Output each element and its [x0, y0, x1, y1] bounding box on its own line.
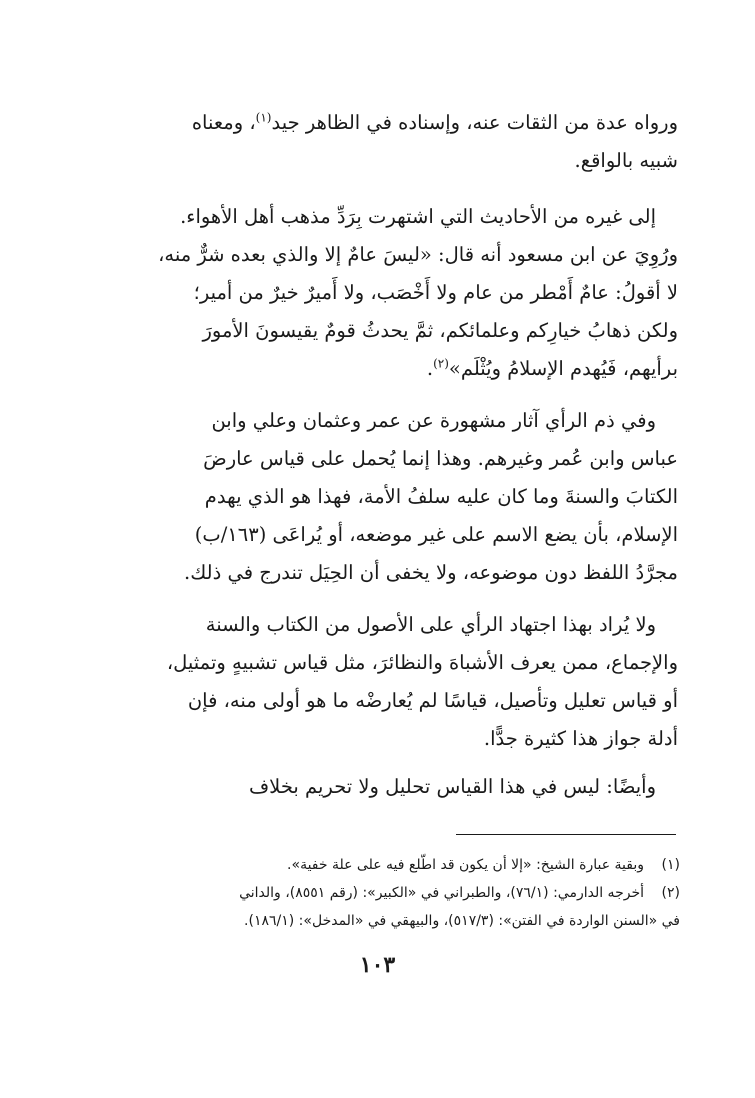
paragraph-line: مجرَّدُ اللفظ دون موضوعه، ولا يخفى أن الحِيَل تندرج في ذلك. — [184, 561, 678, 584]
footnote-1 — [98, 851, 680, 879]
footnotes — [98, 851, 680, 935]
paragraph-line: الكتابَ والسنةَ وما كان عليه سلفُ الأمة، فهذا هو الذي يهدم — [204, 485, 678, 508]
text-run: ، ومعناه — [191, 111, 256, 134]
paragraph-line — [98, 104, 678, 142]
paragraph-line: لا أقولُ: عامٌ أَمْطر من عام ولا أَخْصَب، ولا أَميرٌ خيرٌ من أمير؛ — [193, 281, 678, 304]
paragraph-line: أدلة جواز هذا كثيرة جدًّا. — [483, 727, 678, 750]
paragraph-line: ورُوِيَ عن ابن مسعود أنه قال: «ليسَ عامٌ إلا والذي بعده شرٌّ منه، — [158, 243, 678, 266]
paragraph-line: والإجماع، ممن يعرف الأشباهَ والنظائرَ، مثل قياس تشبيهٍ وتمثيل، — [166, 651, 678, 674]
paragraph-line: ولكن ذهابُ خيارِكم وعلمائكم، ثمَّ يحدثُ قومٌ يقيسونَ الأمورَ — [202, 319, 678, 342]
footnote-number: (٢) — [661, 885, 680, 901]
page-number: ١٠٣ — [359, 952, 396, 978]
paragraph-4 — [98, 606, 678, 758]
footnote-separator — [456, 834, 676, 835]
paragraph-1 — [98, 104, 678, 180]
paragraph-line: أو قياس تعليل وتأصيل، قياسًا لم يُعارضْه ما هو أولى منه، فإن — [187, 689, 678, 712]
paragraph-line: عباس وابن عُمر وغيرهم. وهذا إنما يُحمل على قياس عارضَ — [203, 447, 678, 470]
paragraph-5 — [98, 768, 678, 806]
text-run: برأيهم، فَيُهدم الإسلامُ ويُثْلَم» — [448, 357, 678, 380]
footnote-marker[interactable]: (١) — [255, 110, 272, 125]
footnote-2-continuation: في «السنن الواردة في الفتن»: (٥١٧/٣)، والبيهقي في «المدخل»: (١٨٦/١). — [244, 913, 680, 929]
paragraph-line: الإسلام، بأن يضع الاسم على غير موضعه، أو يُراعَى (١٦٣/ب) — [194, 523, 678, 546]
footnote-2 — [98, 879, 680, 907]
footnote-marker[interactable]: (٢) — [433, 356, 449, 371]
paragraph-3 — [98, 402, 678, 592]
paragraph-line: شبيه بالواقع. — [574, 149, 678, 172]
footnote-text: أخرجه الدارمي: (٧٦/١)، والطبراني في «الكبير»: (رقم ٨٥٥١)، والداني — [239, 885, 644, 901]
paragraph-line: وأيضًا: ليس في هذا القياس تحليل ولا تحريم بخلاف — [248, 775, 656, 798]
paragraph-2 — [98, 198, 678, 388]
footnote-number: (١) — [661, 857, 680, 873]
footnote-text: وبقية عبارة الشيخ: «إلا أن يكون قد اطّلع فيه على علة خفية». — [287, 857, 644, 873]
paragraph-line — [98, 350, 678, 388]
paragraph-line: ولا يُراد بهذا اجتهاد الرأي على الأصول من الكتاب والسنة — [205, 613, 656, 636]
text-run: . — [426, 357, 434, 380]
paragraph-line: إلى غيره من الأحاديث التي اشتهرت بِرَدِّ مذهب أهل الأهواء. — [180, 205, 656, 228]
paragraph-line: وفي ذم الرأي آثار مشهورة عن عمر وعثمان وعلي وابن — [211, 409, 656, 432]
text-run: ورواه عدة من الثقات عنه، وإسناده في الظاهر جيد — [271, 111, 678, 134]
